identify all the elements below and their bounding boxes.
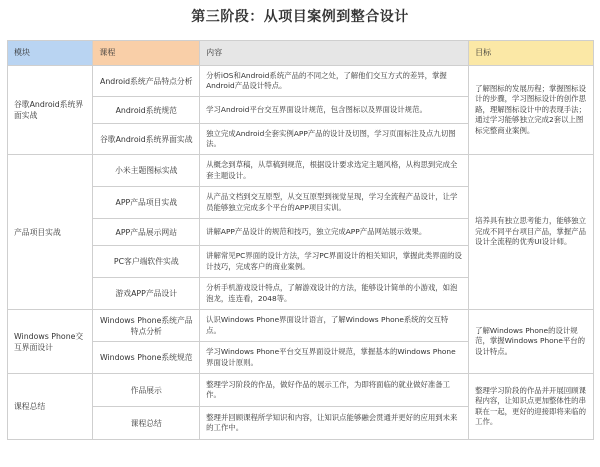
content-cell: 讲解APP产品设计的规范和技巧，独立完成APP产品网站展示效果。	[200, 219, 469, 246]
header-goal: 目标	[469, 41, 594, 66]
table-row	[8, 66, 594, 97]
course-cell: Android系统规范	[93, 97, 200, 124]
content-cell: 分析手机游戏设计特点，了解游戏设计的方法，能够设计简单的小游戏，如泡泡龙，连连看，2048等。	[200, 278, 469, 310]
course-cell: Android系统产品特点分析	[93, 66, 200, 97]
module-cell: 课程总结	[8, 374, 93, 440]
course-cell: APP产品项目实战	[93, 187, 200, 219]
header-module: 模块	[8, 41, 93, 66]
course-cell: 作品展示	[93, 374, 200, 407]
header-course: 课程	[93, 41, 200, 66]
goal-cell: 培养具有独立思考能力，能够独立完成不同平台项目产品，掌握产品设计全流程的优秀UI设计师。	[469, 155, 594, 310]
content-cell: 学习Android平台交互界面设计规范，包含图标以及界面设计规范。	[200, 97, 469, 124]
goal-cell: 了解Windows Phone的设计规范，掌握Windows Phone平台的设计特点。	[469, 310, 594, 374]
content-cell: 从概念到草稿，从草稿到规范，根据设计要求选定主题风格，从构思到完成全套主题设计。	[200, 155, 469, 187]
table-row	[8, 310, 594, 342]
module-cell: 谷歌Android系统界面实战	[8, 66, 93, 155]
content-cell: 从产品文档到交互原型，从交互原型到视觉呈现，学习全流程产品设计，让学员能够独立完成多个平台的APP项目实训。	[200, 187, 469, 219]
table-header-row	[8, 41, 594, 66]
content-cell: 整理学习阶段的作品，做好作品的展示工作，为即将面临的就业做好准备工作。	[200, 374, 469, 407]
course-cell: 小米主题图标实战	[93, 155, 200, 187]
course-cell: 谷歌Android系统界面实战	[93, 124, 200, 155]
content-cell: 整理并回顾课程所学知识和内容，让知识点能够融会贯通并更好的应用到未来的工作中。	[200, 407, 469, 440]
content-cell: 分析iOS和Android系统产品的不同之处，了解他们交互方式的差异，掌握Android产品设计特点。	[200, 66, 469, 97]
content-cell: 认识Windows Phone界面设计语言，了解Windows Phone系统的交互特点。	[200, 310, 469, 342]
header-content: 内容	[200, 41, 469, 66]
module-cell: 产品项目实战	[8, 155, 93, 310]
goal-cell: 整理学习阶段的作品并开展回顾课程内容，让知识点更加整体性的串联在一起，更好的迎接即将来临的工作。	[469, 374, 594, 440]
course-cell: 课程总结	[93, 407, 200, 440]
course-cell: Windows Phone系统规范	[93, 342, 200, 374]
content-cell: 学习Windows Phone平台交互界面设计规范，掌握基本的Windows Phone界面设计原则。	[200, 342, 469, 374]
table-row	[8, 155, 594, 187]
page-title: 第三阶段：从项目案例到整合设计	[191, 9, 409, 25]
content-cell: 独立完成Android全套实例APP产品的设计及切图，学习页面标注及点九切图法。	[200, 124, 469, 155]
course-cell: 游戏APP产品设计	[93, 278, 200, 310]
content-cell: 讲解常见PC界面的设计方法，学习PC界面设计的相关知识，掌握此类界面的设计技巧，完成客户的商业案例。	[200, 246, 469, 278]
course-cell: Windows Phone系统产品特点分析	[93, 310, 200, 342]
course-cell: APP产品展示网站	[93, 219, 200, 246]
table-row	[8, 374, 594, 407]
curriculum-table	[7, 40, 594, 440]
module-cell: Windows Phone交互界面设计	[8, 310, 93, 374]
course-cell: PC客户端软件实战	[93, 246, 200, 278]
goal-cell: 了解图标的发展历程；掌握图标设计的步骤，学习图标设计的创作思路，理解图标设计中的表现手法；通过学习能够独立完成2套以上图标完整商业案例。	[469, 66, 594, 155]
